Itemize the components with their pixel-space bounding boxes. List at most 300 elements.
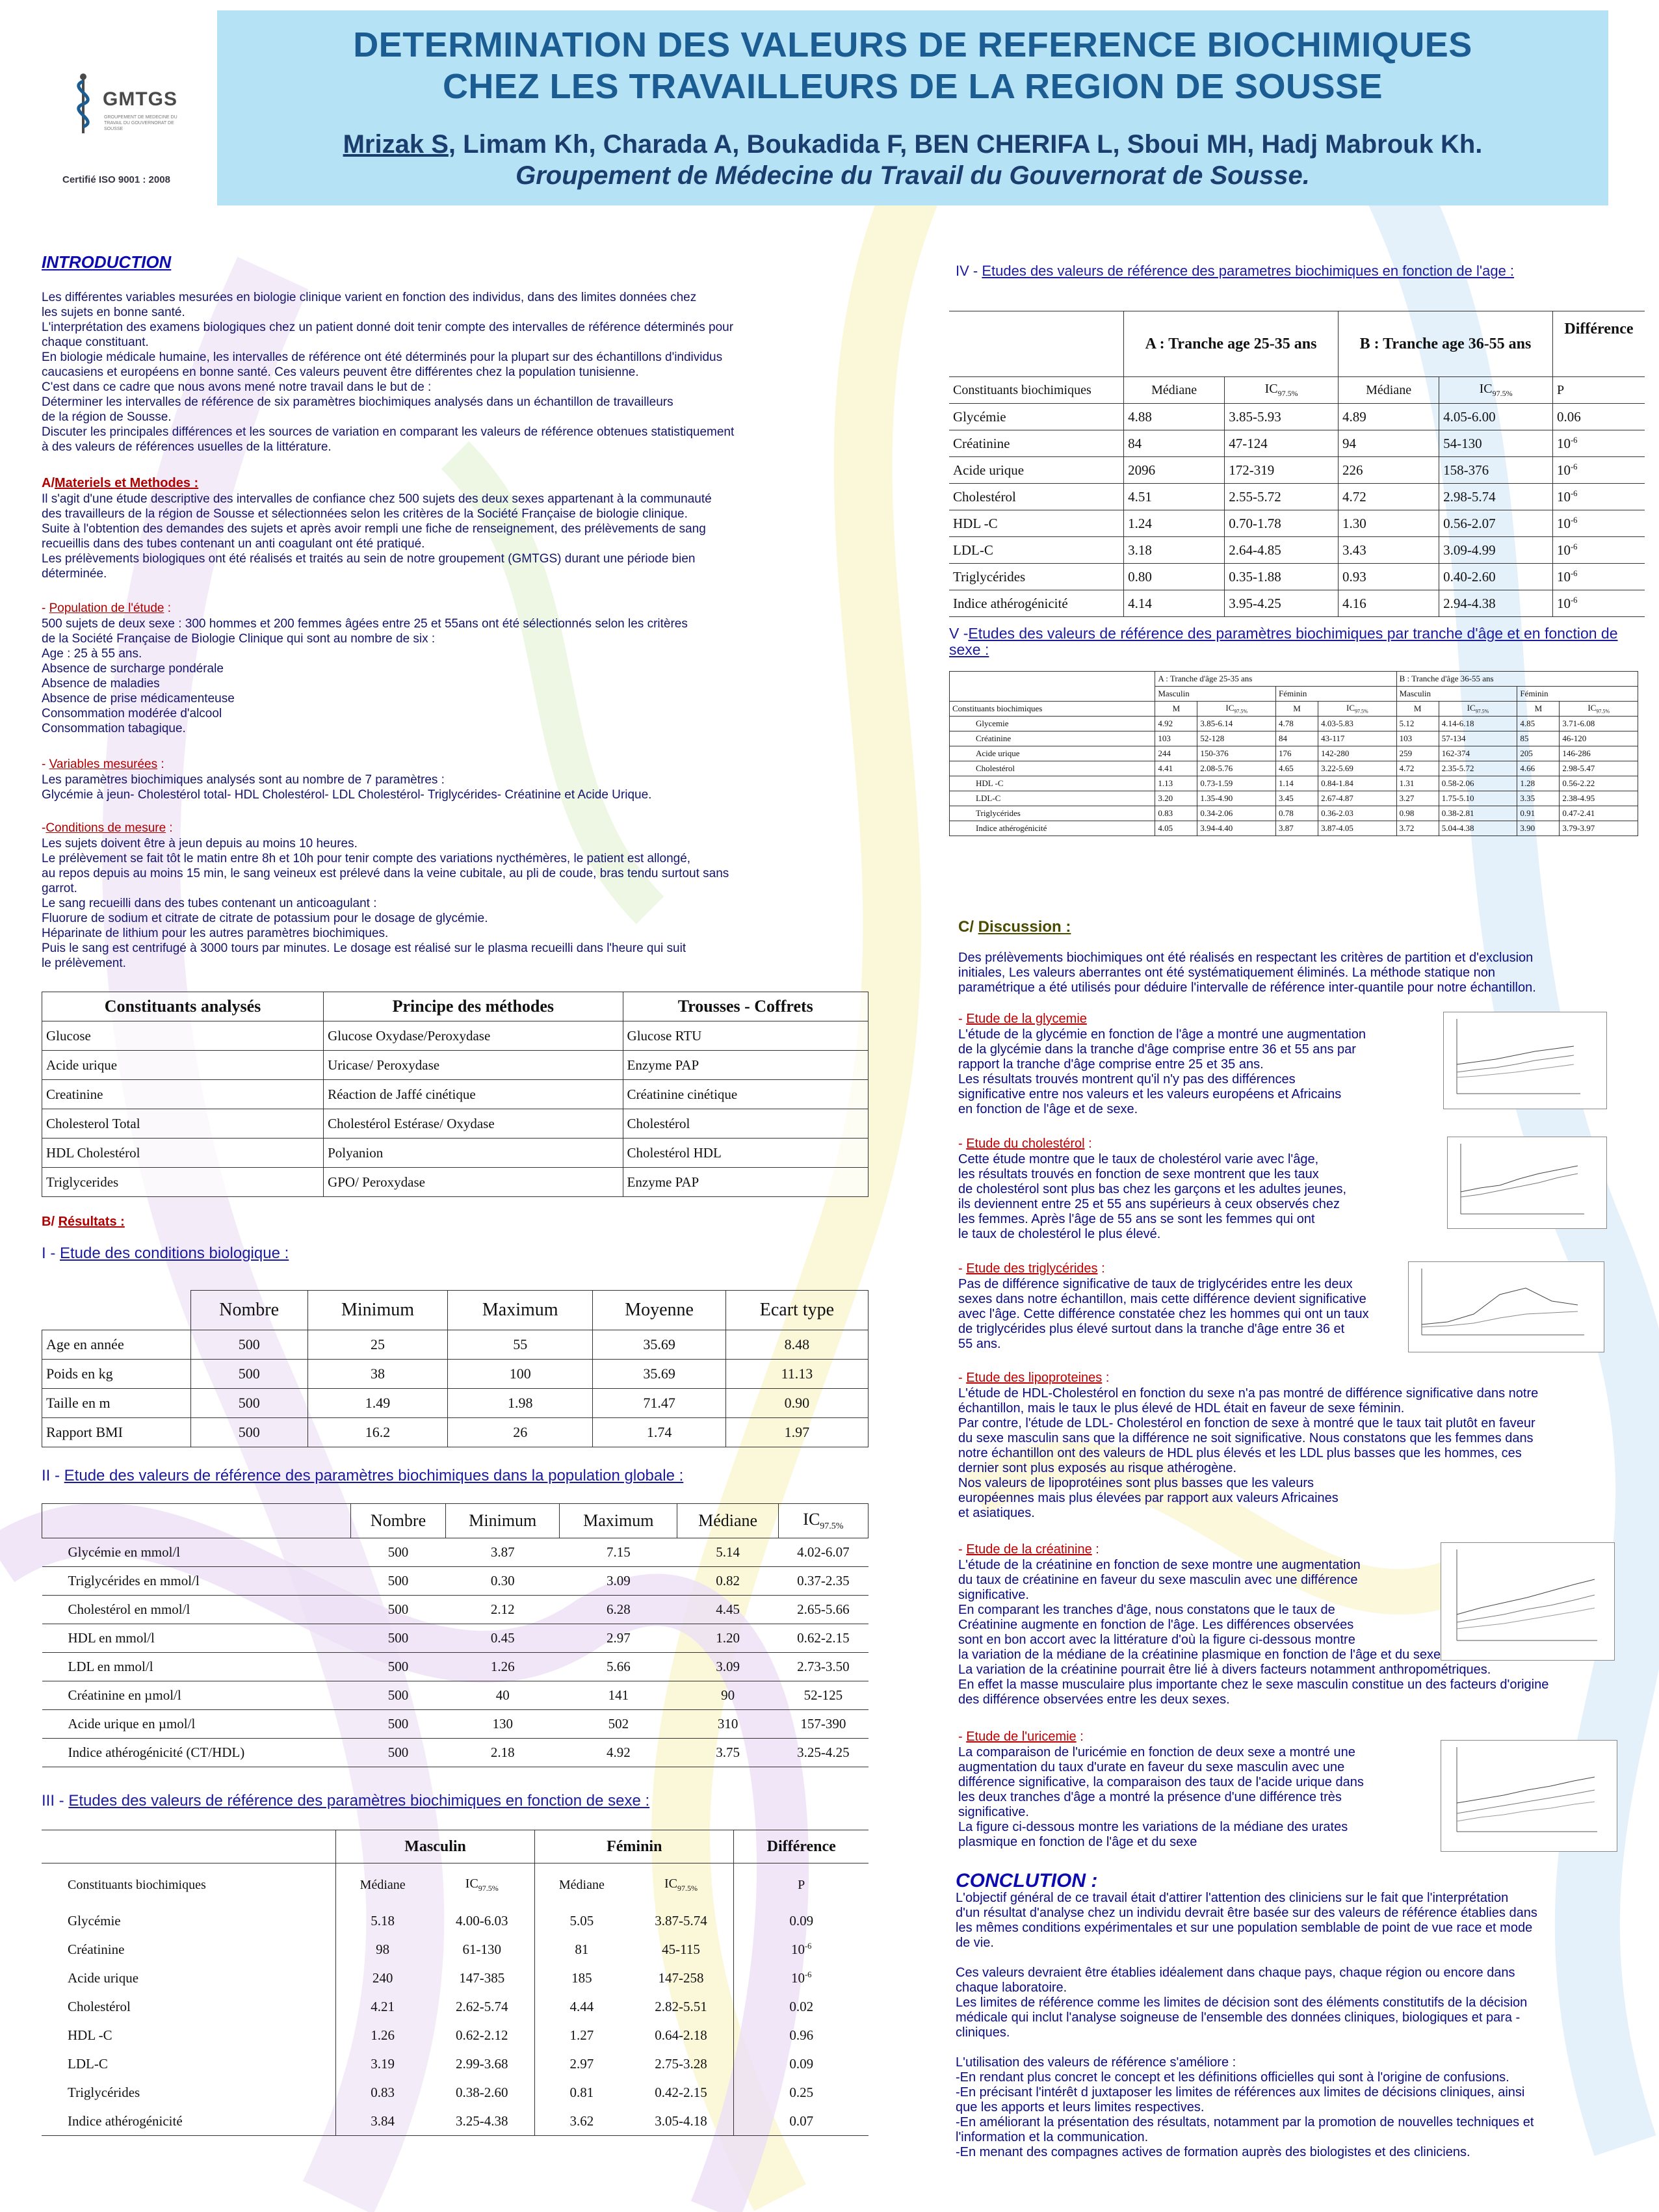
table-cell: 500 bbox=[350, 1596, 446, 1624]
table-cell: 1.13 bbox=[1155, 776, 1197, 791]
table-row bbox=[42, 2078, 869, 2107]
table-cell: 98 bbox=[335, 1935, 429, 1964]
table-cell: Glycémie en mmol/l bbox=[42, 1538, 351, 1567]
table-cell: 2.98-5.47 bbox=[1560, 761, 1638, 776]
table-cell: 0.73-1.59 bbox=[1197, 776, 1276, 791]
conditions-heading bbox=[42, 821, 173, 836]
methods-table bbox=[42, 992, 869, 1197]
table-group-header bbox=[950, 672, 1155, 687]
conditions-text: Les sujets doivent être à jeun depuis au moins 10 heures. Le prélèvement se fait tôt le matin entre 8h et 10h pour tenir compte des variations nycthémères, le patient est allongé, au repos depuis au moins 15 min, le sang veineux est prélevé dans la veine cubitale, au pli de coude, bras tendu surtout sans garrot. Le sang recueilli dans des tubes contenant un anticoagulant : Fluorure de sodium et citrate de citrate de potassium pour le dosage de glycémie. Héparinate de lithium pour les autres paramètres biochimiques. Puis le sang est centrifugé à 3000 tours par minutes. Le dosage est réalisé sur le plasma recueilli dans l'heure qui suit le prélèvement. bbox=[42, 837, 729, 970]
table-group-header-row bbox=[42, 1830, 869, 1863]
table-cell: Cholestérol HDL bbox=[623, 1139, 868, 1168]
table-cell: 55 bbox=[448, 1330, 593, 1360]
table-row bbox=[949, 430, 1645, 457]
table-cell: Indice athérogénicité bbox=[950, 821, 1155, 836]
table-cell: 0.84-1.84 bbox=[1318, 776, 1397, 791]
table-cell: 0.38-2.81 bbox=[1439, 806, 1517, 821]
table-header-row bbox=[42, 992, 869, 1021]
table-cell: $10^{-6}$ bbox=[734, 1964, 869, 1992]
section-1-title: Etude des conditions biologique : bbox=[60, 1244, 289, 1262]
conclusion-heading: CONCLUTION : bbox=[956, 1870, 1098, 1891]
table-cell: 54-130 bbox=[1439, 430, 1553, 457]
table-cell: 2.97 bbox=[535, 2049, 629, 2078]
table-cell: 3.45 bbox=[1276, 791, 1318, 806]
table-cell: Cholestérol Estérase/ Oxydase bbox=[324, 1109, 623, 1139]
table-header bbox=[1560, 702, 1638, 717]
table-group-header: B : Tranche d'âge 36-55 ans bbox=[1396, 672, 1638, 687]
table-cell: 3.95-4.25 bbox=[1225, 590, 1339, 617]
table-cell: 1.28 bbox=[1517, 776, 1560, 791]
intro-heading: INTRODUCTION bbox=[42, 252, 172, 272]
table-cell: Glycémie bbox=[949, 404, 1124, 430]
table-group-header: A : Tranche d'âge 25-35 ans bbox=[1155, 672, 1396, 687]
table-cell: 81 bbox=[535, 1935, 629, 1964]
creatinine-heading: - Etude de la créatinine : bbox=[958, 1542, 1099, 1557]
title-banner bbox=[217, 10, 1608, 205]
table-cell: 502 bbox=[560, 1710, 677, 1739]
authors bbox=[217, 130, 1608, 159]
uricemie-title: Etude de l'uricemie bbox=[966, 1730, 1077, 1744]
section-4-heading bbox=[956, 263, 1514, 280]
table-cell: Cholestérol bbox=[949, 484, 1124, 510]
table-cell: 150-376 bbox=[1197, 746, 1276, 761]
table-cell: 103 bbox=[1396, 731, 1439, 746]
table-row bbox=[42, 1360, 869, 1389]
table-cell: 3.27 bbox=[1396, 791, 1439, 806]
table-cell: 1.31 bbox=[1396, 776, 1439, 791]
ic-label: IC bbox=[1587, 703, 1597, 713]
creatinine-title: Etude de la créatinine bbox=[966, 1542, 1092, 1557]
table-cell: 3.85-6.14 bbox=[1197, 717, 1276, 731]
ic-subscript: 97.5% bbox=[1277, 389, 1298, 398]
table-cell: 3.85-5.93 bbox=[1225, 404, 1339, 430]
table-header-row bbox=[949, 377, 1645, 404]
table-cell: Cholestérol bbox=[623, 1109, 868, 1139]
table-cell: 2.12 bbox=[446, 1596, 560, 1624]
table-cell: 0.62-2.15 bbox=[778, 1624, 868, 1653]
table-cell: $10^{-6}$ bbox=[1552, 537, 1645, 564]
discussion-title: Discussion : bbox=[978, 918, 1071, 936]
table-row bbox=[949, 484, 1645, 510]
table-cell: 4.00-6.03 bbox=[456, 1912, 508, 1929]
table-cell: 40 bbox=[446, 1681, 560, 1710]
table-row bbox=[42, 1935, 869, 1964]
table-header: Masculin bbox=[1396, 687, 1517, 702]
table-row bbox=[42, 1681, 869, 1710]
table-row bbox=[42, 1080, 869, 1109]
table-cell: 4.92 bbox=[1155, 717, 1197, 731]
table-cell: 0.93 bbox=[1339, 564, 1439, 590]
table-group-header: Féminin bbox=[535, 1830, 734, 1863]
table-cell: 500 bbox=[190, 1418, 307, 1447]
table-row bbox=[42, 1964, 869, 1992]
conditions-colon: : bbox=[166, 821, 173, 835]
table-cell: 94 bbox=[1339, 430, 1439, 457]
table-cell: $10^{-6}$ bbox=[1552, 510, 1645, 537]
table-row bbox=[950, 776, 1638, 791]
table-cell: Acide urique en µmol/l bbox=[42, 1710, 351, 1739]
table-cell: 2.55-5.72 bbox=[1225, 484, 1339, 510]
table-cell: Creatinine bbox=[42, 1080, 324, 1109]
table-cell: 3.22-5.69 bbox=[1318, 761, 1397, 776]
discussion-prefix: C/ bbox=[958, 918, 978, 936]
table-cell: 2.35-5.72 bbox=[1439, 761, 1517, 776]
table-cell: 4.44 bbox=[535, 1992, 629, 2021]
table-group-header: Masculin bbox=[335, 1830, 534, 1863]
logo-subtext: GROUPEMENT DE MEDECINE DU TRAVAIL DU GOUVERNORAT DE SOUSSE bbox=[104, 115, 177, 131]
table-cell: 0.83 bbox=[335, 2078, 429, 2107]
table-cell: 4.41 bbox=[1155, 761, 1197, 776]
ic-label: IC bbox=[664, 1876, 677, 1891]
table-cell: Enzyme PAP bbox=[623, 1168, 868, 1197]
table-cell: HDL -C bbox=[68, 2027, 112, 2043]
table-row bbox=[42, 1418, 869, 1447]
table-header: Médiane bbox=[335, 1863, 429, 1907]
table-header-row bbox=[42, 1291, 869, 1330]
table-cell: Age en année bbox=[42, 1330, 191, 1360]
table-cell: 1.97 bbox=[725, 1418, 868, 1447]
table-cell: 147-385 bbox=[459, 1969, 505, 1986]
table-group-header: Différence bbox=[766, 1837, 836, 1855]
table-cell: 1.26 bbox=[335, 2021, 429, 2049]
table-cell: 162-374 bbox=[1439, 746, 1517, 761]
table-cell: HDL -C bbox=[950, 776, 1155, 791]
table-cell: 3.25-4.38 bbox=[456, 2113, 508, 2129]
table-header: Médiane bbox=[1124, 377, 1225, 404]
table-cell: 0.82 bbox=[677, 1567, 778, 1596]
ic-label: IC bbox=[1479, 382, 1493, 396]
table-cell: 4.14-6.18 bbox=[1439, 717, 1517, 731]
population-text: 500 sujets de deux sexe : 300 hommes et 200 femmes âgées entre 25 et 55ans ont été sélectionnés selon les critères de la Société Française de Biologie Clinique qui sont au nombre de six : Age : 25 à 55 ans. Absence de surcharge pondérale Absence de maladies Absence de prise médicamenteuse Consommation modérée d'alcool Consommation tabagique. bbox=[42, 617, 688, 735]
table-cell: 0.40-2.60 bbox=[1439, 564, 1553, 590]
table-cell: Acide urique bbox=[949, 457, 1124, 484]
table-cell: 85 bbox=[1517, 731, 1560, 746]
table-row bbox=[949, 404, 1645, 430]
table-bio-body bbox=[42, 1330, 869, 1447]
section-3-prefix: III - bbox=[42, 1792, 69, 1810]
table-row bbox=[950, 717, 1638, 731]
table-cell: 5.14 bbox=[677, 1538, 778, 1567]
table-cell: 3.09 bbox=[560, 1567, 677, 1596]
table-row bbox=[42, 1538, 869, 1567]
table-cell: 4.65 bbox=[1276, 761, 1318, 776]
section-5-heading bbox=[949, 625, 1638, 658]
table-header: Médiane bbox=[677, 1504, 778, 1538]
table-cell: 4.02-6.07 bbox=[778, 1538, 868, 1567]
table-biological-conditions bbox=[42, 1290, 869, 1447]
creatinine-text: L'étude de la créatinine en fonction de sexe montre une augmentation du taux de créatinine en faveur du sexe masculin avec une différence significative. En comparant les tranches d'âge, nous constatons que le taux de Créatinine augmente en fonction de l'âge. Les différences observées sont en bon accort avec la littérature d'où la figure ci-dessous montre la variation de la médiane de la créatinine plasmique en fonction de l'âge et du sexe. La variation de la créatinine pourrait être lié à divers facteurs notamment anthropométriques. En effet la masse musculaire plus importante chez le sexe masculin constitue un des facteurs d'origine des différence observées entre les deux sexes. bbox=[958, 1558, 1549, 1707]
title-line-2: CHEZ LES TRAVAILLEURS DE LA REGION DE SOUSSE bbox=[442, 67, 1383, 106]
table-cell: 0.30 bbox=[446, 1567, 560, 1596]
table-row bbox=[42, 1653, 869, 1681]
table-cell: 2.08-5.76 bbox=[1197, 761, 1276, 776]
table-row bbox=[42, 1624, 869, 1653]
table-cell: 5.04-4.38 bbox=[1439, 821, 1517, 836]
table-cell: 3.84 bbox=[335, 2107, 429, 2136]
table-header: Féminin bbox=[1276, 687, 1397, 702]
glycemie-text: L'étude de la glycémie en fonction de l'âge a montré une augmentation de la glycémie dans la tranche d'âge comprise entre 36 et 55 ans par rapport la tranche d'âge comprise entre 25 et 35 ans. Les résultats trouvés montrent qu'il n'y pas des différences significative entre nos valeurs et les valeurs européens et Africains en fonction de l'âge et de sexe. bbox=[958, 1027, 1366, 1116]
table-cell: 3.35 bbox=[1517, 791, 1560, 806]
results-prefix: B/ bbox=[42, 1215, 59, 1229]
table-cell: 3.62 bbox=[535, 2107, 629, 2136]
triglycerides-title: Etude des triglycérides bbox=[966, 1261, 1098, 1276]
table-cell: 244 bbox=[1155, 746, 1197, 761]
table-cell: LDL en mmol/l bbox=[42, 1653, 351, 1681]
table-cell: 7.15 bbox=[560, 1538, 677, 1567]
table-cell: 35.69 bbox=[593, 1330, 725, 1360]
affiliation: Groupement de Médecine du Travail du Gouvernorat de Sousse. bbox=[516, 161, 1310, 190]
table-cell: Triglycérides bbox=[949, 564, 1124, 590]
table-cell: 2.64-4.85 bbox=[1225, 537, 1339, 564]
table-cell: 142-280 bbox=[1318, 746, 1397, 761]
variables-dash: - bbox=[42, 757, 49, 771]
ic-subscript: 97.5% bbox=[1596, 708, 1610, 715]
table-header: Minimum bbox=[307, 1291, 447, 1330]
table-header: Médiane bbox=[535, 1863, 629, 1907]
table-cell: 1.35-4.90 bbox=[1197, 791, 1276, 806]
table-row bbox=[949, 590, 1645, 617]
table-header-row bbox=[42, 1504, 869, 1538]
ic-subscript: 97.5% bbox=[820, 1521, 844, 1532]
table-cell: 3.75 bbox=[677, 1739, 778, 1767]
glycemie-heading: - Etude de la glycemie bbox=[958, 1012, 1087, 1026]
methods-text: Il s'agit d'une étude descriptive des intervalles de confiance chez 500 sujets des deux sexes appartenant à la communauté des travailleurs de la région de Sousse et sélectionnées selon les critères de la Société Française de biologie clinique. Suite à l'obtention des demandes des sujets et après avoir rempli une fiche de renseignement, des prélèvements de sang recueillis dans des tubes contenant un anti coagulant ont été pratiqué. Les prélèvements biologiques ont été réalisés et traités au sein de notre groupement (GMTGS) durant une période bien déterminée. bbox=[42, 492, 712, 581]
ic-label: IC bbox=[1264, 382, 1278, 396]
table-cell: 2.73-3.50 bbox=[778, 1653, 868, 1681]
table-cell: 5.05 bbox=[535, 1906, 629, 1935]
table-header: M bbox=[1517, 702, 1560, 717]
creatinine-figure bbox=[1441, 1542, 1615, 1661]
conclusion-text: L'objectif général de ce travail était d'attirer l'attention des cliniciens sur le fait que l'interprétation d'un résultat d'analyse chez un individu devrait être basée sur des valeurs de référence établies dans les mêmes conditions expérimentales et sur une population semblable de point de vue race et mode de vie. Ces valeurs devraient être établies idéalement dans chaque pays, chaque région ou encore dans chaque laboratoire. Les limites de référence comme les limites de décision sont des éléments constitutifs de la décision médicale qui inclut l'analyse soigneuse de l'ensemble des données cliniques, biologiques et para - cliniques. L'utilisation des valeurs de référence s'améliore : -En rendant plus concret le concept et les définitions officielles qui sont à l'origine de confusions. -En précisant l'intérêt d juxtaposer les limites de références aux limites de décisions cliniques, ainsi que les apports et leurs limites respectives. -En améliorant la présentation des résultats, notamment par la promotion de nouvelles techniques et l'information et la communication. -En menant des compagnes actives de formation auprès des biologistes et des cliniciens. bbox=[956, 1891, 1537, 2159]
table-cell: Acide urique bbox=[950, 746, 1155, 761]
logo bbox=[46, 65, 195, 176]
table-group-header bbox=[949, 311, 1124, 377]
table-group-header: Différence bbox=[1564, 321, 1634, 337]
table-cell: 1.20 bbox=[677, 1624, 778, 1653]
table-group-header-row bbox=[950, 672, 1638, 687]
table-cell: 3.87 bbox=[1276, 821, 1318, 836]
table-cell: 103 bbox=[1155, 731, 1197, 746]
table-cell: 259 bbox=[1396, 746, 1439, 761]
table-cell: 3.87-5.74 bbox=[655, 1912, 707, 1929]
table-cell: 4.72 bbox=[1339, 484, 1439, 510]
table-cell: $10^{-6}$ bbox=[1552, 430, 1645, 457]
table-cell: 500 bbox=[350, 1710, 446, 1739]
table-header: Trousses - Coffrets bbox=[623, 992, 868, 1021]
table-header: Maximum bbox=[448, 1291, 593, 1330]
table-cell: 1.14 bbox=[1276, 776, 1318, 791]
table-cell: 158-376 bbox=[1439, 457, 1553, 484]
table-row bbox=[42, 1739, 869, 1767]
table-cell: 2.98-5.74 bbox=[1439, 484, 1553, 510]
table-header bbox=[1439, 377, 1553, 404]
table-header: P bbox=[734, 1863, 869, 1907]
table-header bbox=[42, 1291, 191, 1330]
conditions-dash: - bbox=[42, 821, 46, 835]
caduceus-icon bbox=[64, 72, 103, 137]
table-header: Constituants biochimiques bbox=[950, 702, 1155, 717]
ic-subscript: 97.5% bbox=[677, 1884, 698, 1893]
table-cell: 0.07 bbox=[734, 2107, 869, 2136]
table-cell: 2.75-3.28 bbox=[655, 2055, 707, 2072]
table-cell: 2.94-4.38 bbox=[1439, 590, 1553, 617]
table-cell: 500 bbox=[350, 1567, 446, 1596]
table-cell: HDL Cholestérol bbox=[42, 1139, 324, 1168]
table-cell: 38 bbox=[307, 1360, 447, 1389]
table-cell: 500 bbox=[190, 1389, 307, 1418]
table-cell: 90 bbox=[677, 1681, 778, 1710]
table-cell: 0.80 bbox=[1124, 564, 1225, 590]
table-cell: 43-117 bbox=[1318, 731, 1397, 746]
ic-subscript: 97.5% bbox=[1475, 708, 1489, 715]
table-cell: Glycemie bbox=[950, 717, 1155, 731]
table-header: M bbox=[1155, 702, 1197, 717]
table-cell: 3.71-6.08 bbox=[1560, 717, 1638, 731]
section-2-heading bbox=[42, 1467, 683, 1485]
table-row bbox=[42, 2049, 869, 2078]
table-cell: 3.87 bbox=[446, 1538, 560, 1567]
discussion-heading bbox=[958, 918, 1071, 936]
table-cell: 0.62-2.12 bbox=[456, 2027, 508, 2043]
table-row bbox=[949, 564, 1645, 590]
table-cell: 4.45 bbox=[677, 1596, 778, 1624]
methods-prefix: A/ bbox=[42, 476, 55, 490]
triglycerides-heading: - Etude des triglycérides : bbox=[958, 1261, 1105, 1276]
table-cell: 500 bbox=[350, 1739, 446, 1767]
table-cell: 0.34-2.06 bbox=[1197, 806, 1276, 821]
lipoproteins-title: Etude des lipoproteines bbox=[966, 1371, 1103, 1385]
table-cell: Glucose Oxydase/Peroxydase bbox=[324, 1021, 623, 1051]
intro-text: Les différentes variables mesurées en biologie clinique varient en fonction des individus, dans des limites données chez les sujets en bonne santé. L'interprétation des examens biologiques chez un patient donné doit tenir compte des intervalles de référence déterminés pour chaque constituant. En biologie médicale humaine, les intervalles de référence ont été déterminés pour la plupart sur des échantillons d'individus caucasiens et européens en bonne santé. Ces valeurs peuvent être différentes chez la population tunisienne. C'est dans ce cadre que nous avons mené notre travail dans le but de : Déterminer les intervalles de référence de six paramètres biochimiques analysés dans un échantillon de travailleurs de la région de Sousse. Discuter les principales différences et les sources de variation en comparant les valeurs de référence obtenues statistiquement à des valeurs de références usuelles de la littérature. bbox=[42, 291, 735, 454]
uricemie-heading: - Etude de l'uricemie : bbox=[958, 1730, 1084, 1744]
table-header: M bbox=[1276, 702, 1318, 717]
table-cell: 310 bbox=[677, 1710, 778, 1739]
table-sex-body bbox=[42, 1906, 869, 2136]
ic-label: IC bbox=[465, 1876, 478, 1891]
table-row bbox=[42, 1906, 869, 1935]
table-header-row bbox=[42, 1863, 869, 1907]
table-cell: 0.35-1.88 bbox=[1225, 564, 1339, 590]
table-header: Moyenne bbox=[593, 1291, 725, 1330]
table-row bbox=[950, 761, 1638, 776]
section-4-prefix: IV - bbox=[956, 263, 982, 279]
table-cell: 0.78 bbox=[1276, 806, 1318, 821]
table-cell: Triglycérides bbox=[950, 806, 1155, 821]
table-row bbox=[42, 2021, 869, 2049]
table-cell: Cholestérol en mmol/l bbox=[42, 1596, 351, 1624]
table-cell: Acide urique bbox=[68, 1969, 139, 1986]
table-cell: 1.49 bbox=[307, 1389, 447, 1418]
table-header: Minimum bbox=[446, 1504, 560, 1538]
table-cell: 6.28 bbox=[560, 1596, 677, 1624]
methods-title: Materiels et Methodes : bbox=[55, 476, 199, 490]
table-cell: 1.26 bbox=[446, 1653, 560, 1681]
table-global-body bbox=[42, 1538, 869, 1767]
table-header: Principe des méthodes bbox=[324, 992, 623, 1021]
table-cell: Indice athérogénicité bbox=[68, 2113, 183, 2129]
table-by-sex bbox=[42, 1830, 869, 2136]
population-title: Population de l'étude bbox=[49, 601, 164, 615]
table-cell: 3.09-4.99 bbox=[1439, 537, 1553, 564]
table-cell: 0.56-2.22 bbox=[1560, 776, 1638, 791]
table-cell: Triglycerides bbox=[42, 1168, 324, 1197]
table-cell: 3.72 bbox=[1396, 821, 1439, 836]
table-header bbox=[778, 1504, 868, 1538]
table-cell: 52-125 bbox=[778, 1681, 868, 1710]
ic-label: IC bbox=[1467, 703, 1476, 713]
table-cell: 5.66 bbox=[560, 1653, 677, 1681]
results-title: Résultats : bbox=[58, 1215, 125, 1229]
table-cell: 185 bbox=[535, 1964, 629, 1992]
table-cell: Glucose RTU bbox=[623, 1021, 868, 1051]
table-header: Constituants biochimiques bbox=[68, 1877, 206, 1892]
table-cell: 8.48 bbox=[725, 1330, 868, 1360]
section-4-title: Etudes des valeurs de référence des parametres biochimiques en fonction de l'age : bbox=[982, 263, 1515, 279]
table-cell: LDL-C bbox=[950, 791, 1155, 806]
table-cell: 0.90 bbox=[725, 1389, 868, 1418]
table-header: Maximum bbox=[560, 1504, 677, 1538]
table-cell: HDL en mmol/l bbox=[42, 1624, 351, 1653]
table-cell: 4.85 bbox=[1517, 717, 1560, 731]
table-cell: 2096 bbox=[1124, 457, 1225, 484]
table-row bbox=[42, 1992, 869, 2021]
table-header-row bbox=[950, 702, 1638, 717]
table-cell: Créatinine cinétique bbox=[623, 1080, 868, 1109]
table-cell: Cholestérol bbox=[68, 1998, 131, 2014]
table-cell: 3.94-4.40 bbox=[1197, 821, 1276, 836]
title-line-1: DETERMINATION DES VALEURS DE REFERENCE BIOCHIMIQUES bbox=[353, 25, 1472, 64]
table-header: Médiane bbox=[1339, 377, 1439, 404]
lipoproteins-text: L'étude de HDL-Cholestérol en fonction du sexe n'a pas montré de différence significative dans notre échantillon, mais le taux le plus élevé de HDL était en faveur de sexe féminin. Par contre, l'étude de LDL- Cholestérol en fonction de sexe à montré que le taux tait plutôt en faveur du sexe masculin sans que la différence ne soit significative. Nous constatons que les femmes dans notre échantillon ont des valeurs de HDL plus élevés et les LDL plus basses que les hommes, ces dernier sont plus exposés au risque athérogène. Nos valeurs de lipoprotéines sont plus basses que les valeurs européennes mais plus élevées par rapport aux valeurs Africaines et asiatiques. bbox=[958, 1386, 1539, 1520]
table-cell: Polyanion bbox=[324, 1139, 623, 1168]
table-group-header: B : Tranche age 36-55 ans bbox=[1339, 311, 1553, 377]
table-cell: 0.37-2.35 bbox=[778, 1567, 868, 1596]
glycemie-figure bbox=[1443, 1012, 1607, 1109]
table-cell: 47-124 bbox=[1225, 430, 1339, 457]
table-header: M bbox=[1396, 702, 1439, 717]
table-cell: $10^{-6}$ bbox=[1552, 484, 1645, 510]
table-cell: 500 bbox=[350, 1624, 446, 1653]
table-cell: Enzyme PAP bbox=[623, 1051, 868, 1080]
table-cell: 4.72 bbox=[1396, 761, 1439, 776]
table-header bbox=[1225, 377, 1339, 404]
table-cell: 4.92 bbox=[560, 1739, 677, 1767]
table-sex-row bbox=[950, 687, 1638, 702]
table-header: Ecart type bbox=[725, 1291, 868, 1330]
table-cell: Cholesterol Total bbox=[42, 1109, 324, 1139]
table-cell: LDL-C bbox=[68, 2055, 108, 2072]
table-header: Constituants biochimiques bbox=[949, 377, 1124, 404]
table-cell: 1.24 bbox=[1124, 510, 1225, 537]
variables-text: Les paramètres biochimiques analysés sont au nombre de 7 paramètres : Glycémie à jeun- Cholestérol total- HDL Cholestérol- LDL Cholestérol- Triglycérides- Créatinine et Acide Urique. bbox=[42, 773, 652, 802]
ic-label: IC bbox=[803, 1509, 820, 1529]
section-5-prefix: V - bbox=[949, 625, 969, 642]
table-cell: 1.98 bbox=[448, 1389, 593, 1418]
table-cell: Créatinine bbox=[68, 1941, 125, 1957]
section-3-heading bbox=[42, 1792, 649, 1810]
table-cell: LDL-C bbox=[949, 537, 1124, 564]
table-group-header-row bbox=[949, 311, 1645, 377]
table-cell: 2.67-4.87 bbox=[1318, 791, 1397, 806]
table-cell: 4.05-6.00 bbox=[1439, 404, 1553, 430]
table-cell: 0.09 bbox=[734, 2049, 869, 2078]
table-cell: 4.05 bbox=[1155, 821, 1197, 836]
table-cell: $10^{-6}$ bbox=[1552, 590, 1645, 617]
table-cell: Acide urique bbox=[42, 1051, 324, 1080]
table-cell: 0.81 bbox=[535, 2078, 629, 2107]
table-cell: 0.45 bbox=[446, 1624, 560, 1653]
iso-certification: Certifié ISO 9001 : 2008 bbox=[62, 174, 170, 185]
